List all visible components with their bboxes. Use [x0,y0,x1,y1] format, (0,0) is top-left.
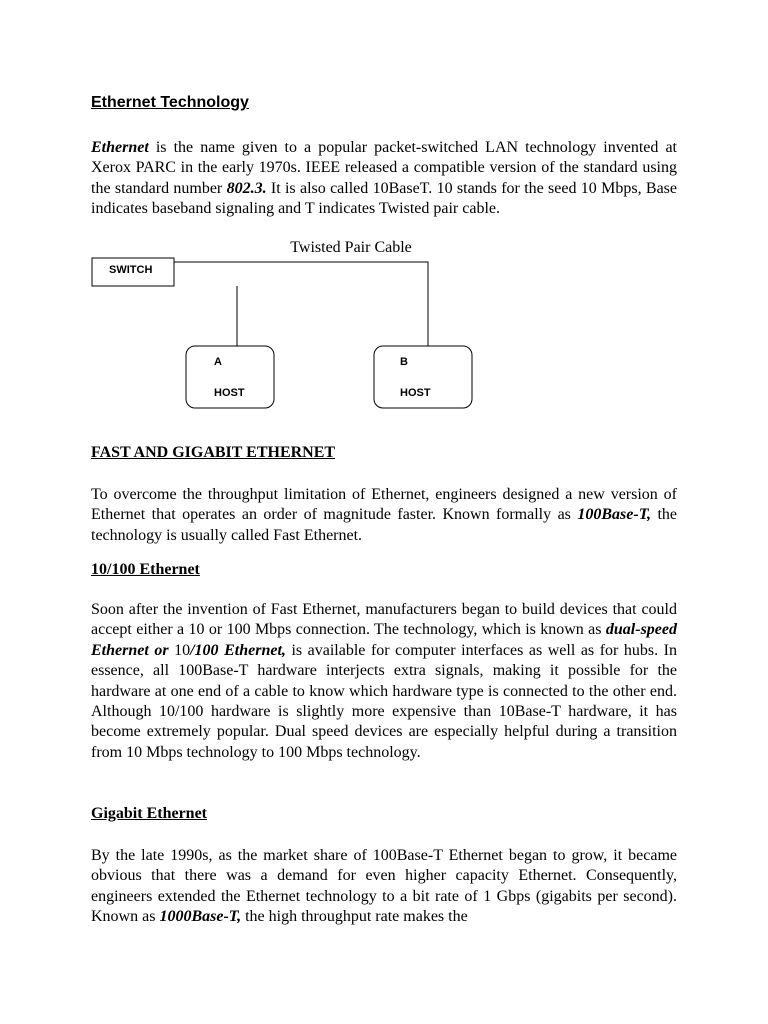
ethernet-intro-paragraph [91,138,677,220]
emphasized-text: dual-speed Ethernet or [91,621,677,659]
text-run: the technology is usually called Fast Ethernet. [91,506,677,544]
text-run: To overcome the throughput limitation of Ethernet, engineers designed a new version of Ethernet that operates an order of magnitude faster. Known formally as [91,486,677,524]
emphasized-text: /100 Ethernet, [190,641,286,659]
switch-label: SWITCH [109,264,153,276]
emphasized-text: 1000Base-T, [159,908,242,926]
text-run: Soon after the invention of Fast Ethernet, manufacturers began to build devices that could accept either a 10 or 100 Mbps connection. The technology, which is known as [91,601,677,639]
text-run: 10 [174,641,191,659]
host-b-label: HOST [400,387,431,399]
emphasized-text: 802.3. [226,179,267,197]
host-a-label: HOST [214,387,245,399]
text-run: is the name given to a popular packet-switched LAN technology invented at Xerox PARC in the early 1970s. IEEE released a compatible version of the standard using the standard number [91,139,677,197]
cable-to-host-b [174,262,428,346]
section-title-ethernet-technology: Ethernet Technology [91,94,249,111]
dual-speed-paragraph [91,600,677,763]
section-title-10-100: 10/100 Ethernet [91,561,200,578]
fast-ethernet-paragraph [91,485,677,546]
section-title-fast-gigabit: FAST AND GIGABIT ETHERNET [91,444,336,461]
text-run: By the late 1990s, as the market share of 100Base-T Ethernet began to grow, it became obvious that there was a demand for even higher capacity Ethernet. Consequently, engineers extended the Ethernet technology to a bit rate of 1 Gbps (gigabits per second). Known as [91,847,677,926]
emphasized-text: 100Base-T, [577,506,651,524]
twisted-pair-diagram [90,238,490,414]
text-run: is available for computer interfaces as well as for hubs. In essence, all 100Base-T hardware interjects extra signals, making it possible for the hardware at one end of a cable to know which hardware type is connected to the other end. Although 10/100 hardware is slightly more expensive than 10Base-T hardware, it has become extremely popular. Dual speed devices are especially helpful during a transition from 10 Mbps technology to 100 Mbps technology. [91,641,677,761]
text-run: the high throughput rate makes the [241,908,468,926]
section-title-gigabit: Gigabit Ethernet [91,805,207,822]
text-run: It is also called 10BaseT. 10 stands for the seed 10 Mbps, Base indicates baseband signaling and T indicates Twisted pair cable. [91,179,677,218]
host-b-letter: B [400,356,408,368]
emphasized-text: Ethernet [91,139,149,156]
gigabit-paragraph [91,846,677,928]
host-a-letter: A [214,356,222,368]
cable-label: Twisted Pair Cable [290,239,412,256]
